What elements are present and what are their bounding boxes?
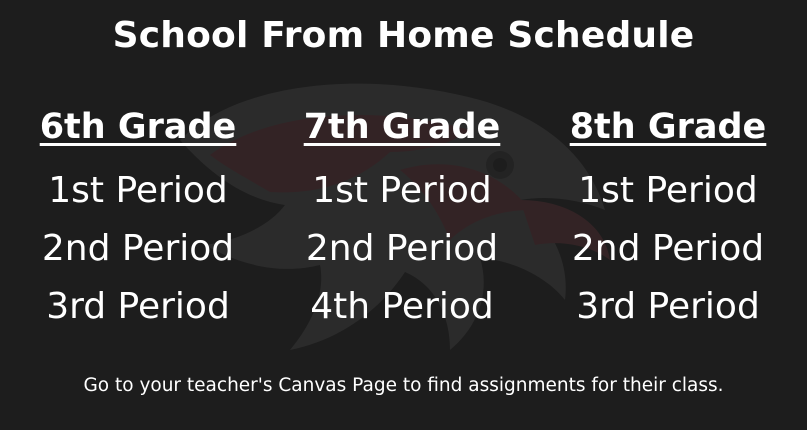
grade-column-6th	[13, 104, 263, 336]
grade-heading: 7th Grade	[303, 107, 501, 147]
grade-column-7th	[277, 104, 527, 336]
grade-heading: 8th Grade	[569, 107, 767, 147]
period-item: 2nd Period	[41, 228, 235, 269]
page-title: School From Home Schedule	[112, 15, 695, 56]
period-item: 1st Period	[578, 170, 758, 211]
period-item: 3rd Period	[576, 286, 760, 327]
grade-heading: 6th Grade	[39, 107, 237, 147]
period-item: 3rd Period	[46, 286, 230, 327]
grade-column-8th	[543, 104, 793, 336]
period-item: 1st Period	[312, 170, 492, 211]
period-item: 4th Period	[310, 286, 494, 327]
period-item: 1st Period	[48, 170, 228, 211]
footer-instructions: Go to your teacher's Canvas Page to find assignments for their class.	[83, 375, 724, 396]
period-item: 2nd Period	[571, 228, 765, 269]
period-item: 2nd Period	[305, 228, 499, 269]
